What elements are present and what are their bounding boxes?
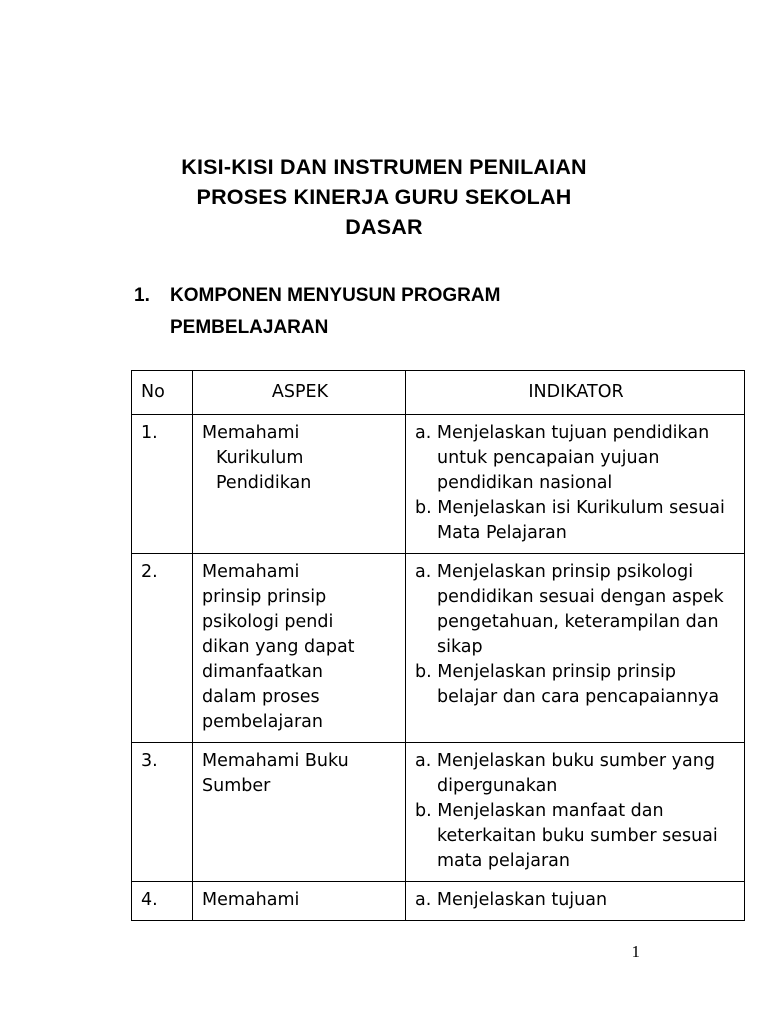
aspek-line: Memahami Buku (202, 751, 349, 771)
indikator-item: a. Menjelaskan tujuan pendidikan untuk pencapaian yujuan pendidikan nasional (415, 423, 710, 493)
page-title (0, 0, 768, 242)
row-aspek (193, 554, 406, 743)
row-number: 3. (132, 743, 193, 882)
row-number: 4. (132, 882, 193, 921)
indikator-item: a. Menjelaskan buku sumber yang dipergunakan (415, 751, 715, 796)
page-number: 1 (631, 942, 640, 961)
page-title-line-1: KISI-KISI DAN INSTRUMEN PENILAIAN (181, 155, 587, 179)
column-header-aspek: ASPEK (193, 371, 406, 415)
table-header-row (132, 371, 745, 415)
row-number: 1. (132, 415, 193, 554)
table-row (132, 743, 745, 882)
page-title-line-3: DASAR (345, 215, 423, 239)
aspek-line: Memahami (202, 890, 300, 910)
indikator-item: b. Menjelaskan prinsip prinsip belajar dan cara pencapaiannya (415, 662, 720, 707)
row-indikator (406, 554, 745, 743)
table-row (132, 882, 745, 921)
aspek-line: psikologi pendi (202, 612, 334, 632)
indikator-item: b. Menjelaskan isi Kurikulum sesuai Mata Pelajaran (415, 498, 725, 543)
kisi-table (131, 370, 745, 921)
row-number: 2. (132, 554, 193, 743)
table-row (132, 415, 745, 554)
row-aspek (193, 743, 406, 882)
row-indikator (406, 882, 745, 921)
aspek-line: dimanfaatkan (202, 662, 323, 682)
column-header-no: No (132, 371, 193, 415)
indikator-item: b. Menjelaskan manfaat dan keterkaitan buku sumber sesuai mata pelajaran (415, 801, 718, 871)
aspek-line: Memahami (202, 423, 300, 443)
aspek-line: dalam proses (202, 687, 320, 707)
row-indikator (406, 743, 745, 882)
aspek-line: Pendidikan (216, 473, 312, 493)
section-heading-line-2: PEMBELAJARAN (170, 317, 329, 338)
indikator-item: a. Menjelaskan tujuan (415, 890, 608, 910)
table-row (132, 554, 745, 743)
aspek-line: dikan yang dapat (202, 637, 355, 657)
section-heading (0, 242, 768, 344)
aspek-line: Sumber (202, 776, 271, 796)
indikator-item: a. Menjelaskan prinsip psikologi pendidikan sesuai dengan aspek pengetahuan, keterampilan dan sikap (415, 562, 724, 657)
section-number: 1. (134, 285, 150, 306)
row-aspek (193, 415, 406, 554)
aspek-line: pembelajaran (202, 712, 323, 732)
page-title-line-2: PROSES KINERJA GURU SEKOLAH (196, 185, 572, 209)
row-aspek (193, 882, 406, 921)
aspek-line: Memahami (202, 562, 300, 582)
aspek-line: Kurikulum (216, 448, 304, 468)
column-header-indikator: INDIKATOR (406, 371, 745, 415)
section-heading-line-1: KOMPONEN MENYUSUN PROGRAM (170, 285, 501, 306)
aspek-line: prinsip prinsip (202, 587, 327, 607)
row-indikator (406, 415, 745, 554)
